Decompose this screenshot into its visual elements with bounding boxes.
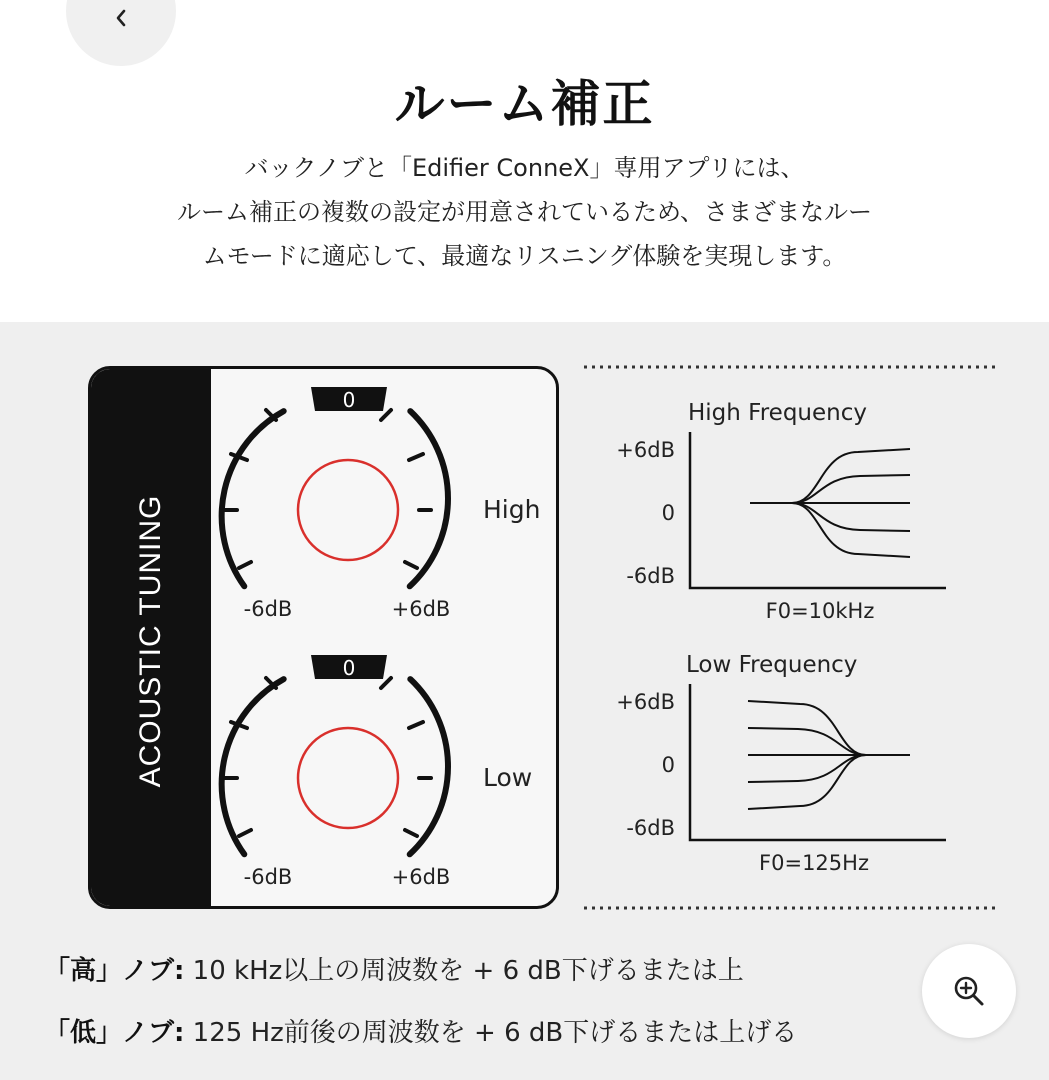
high-graph-y-bottom: -6dB xyxy=(626,564,675,588)
low-knob-center-label: 0 xyxy=(342,656,356,680)
description xyxy=(0,146,1049,278)
low-graph-y-top: +6dB xyxy=(616,690,675,714)
high-knob-description xyxy=(44,950,744,987)
low-knob-label: 「低」ノブ: xyxy=(44,1018,185,1048)
low-graph-y-bottom: -6dB xyxy=(626,816,675,840)
high-knob-name: High xyxy=(483,495,541,524)
low-knob-max-label: +6dB xyxy=(391,865,451,889)
description-line: ルーム補正の複数の設定が用意されているため、さまざまなルー xyxy=(176,198,873,226)
high-frequency-graph xyxy=(616,400,946,623)
low-knob-min-label: -6dB xyxy=(243,865,293,889)
low-knob-right-arc xyxy=(410,679,448,854)
low-frequency-graph xyxy=(616,652,946,875)
low-knob xyxy=(222,655,533,889)
high-graph-footer: F0=10kHz xyxy=(765,599,875,623)
low-graph-axes xyxy=(690,684,946,840)
description-line: バックノブと「Edifier ConneX」専用アプリには、 xyxy=(244,154,805,182)
chevron-left-icon xyxy=(113,8,129,28)
high-knob xyxy=(222,387,541,621)
high-knob-right-arc xyxy=(410,411,448,586)
tuning-panel xyxy=(0,322,1049,1080)
high-graph-axes xyxy=(690,432,946,588)
high-knob-left-arc xyxy=(222,411,284,586)
low-knob-description xyxy=(44,1012,797,1049)
high-knob-ring[interactable] xyxy=(298,460,398,560)
high-knob-min-label: -6dB xyxy=(243,597,293,621)
low-knob-ring[interactable] xyxy=(298,728,398,828)
high-graph-curves xyxy=(750,449,910,557)
high-knob-label: 「高」ノブ: xyxy=(44,956,185,986)
zoom-button[interactable] xyxy=(922,944,1016,1038)
low-knob-text: 125 Hz前後の周波数を + 6 dB下げるまたは上げる xyxy=(192,1018,798,1048)
low-graph-y-mid: 0 xyxy=(661,753,675,777)
description-line: ムモードに適応して、最適なリスニング体験を実現します。 xyxy=(202,242,847,270)
high-knob-center-label: 0 xyxy=(342,388,356,412)
page-title: ルーム補正 xyxy=(394,75,655,133)
low-knob-name: Low xyxy=(483,763,533,792)
low-graph-curves xyxy=(748,701,910,809)
high-knob-max-label: +6dB xyxy=(391,597,451,621)
acoustic-tuning-box xyxy=(88,366,559,909)
high-graph-y-top: +6dB xyxy=(616,438,675,462)
high-graph-title: High Frequency xyxy=(688,400,867,426)
low-graph-footer: F0=125Hz xyxy=(759,851,869,875)
frequency-graphs xyxy=(580,352,1010,922)
knob-diagram xyxy=(91,369,556,906)
high-knob-text: 10 kHz以上の周波数を + 6 dB下げるまたは上 xyxy=(192,956,744,986)
acoustic-tuning-label: ACOUSTIC TUNING xyxy=(134,494,167,788)
zoom-in-icon xyxy=(952,974,986,1008)
high-graph-y-mid: 0 xyxy=(661,501,675,525)
back-button[interactable] xyxy=(66,0,176,66)
low-graph-title: Low Frequency xyxy=(686,652,858,678)
low-knob-left-arc xyxy=(222,679,284,854)
